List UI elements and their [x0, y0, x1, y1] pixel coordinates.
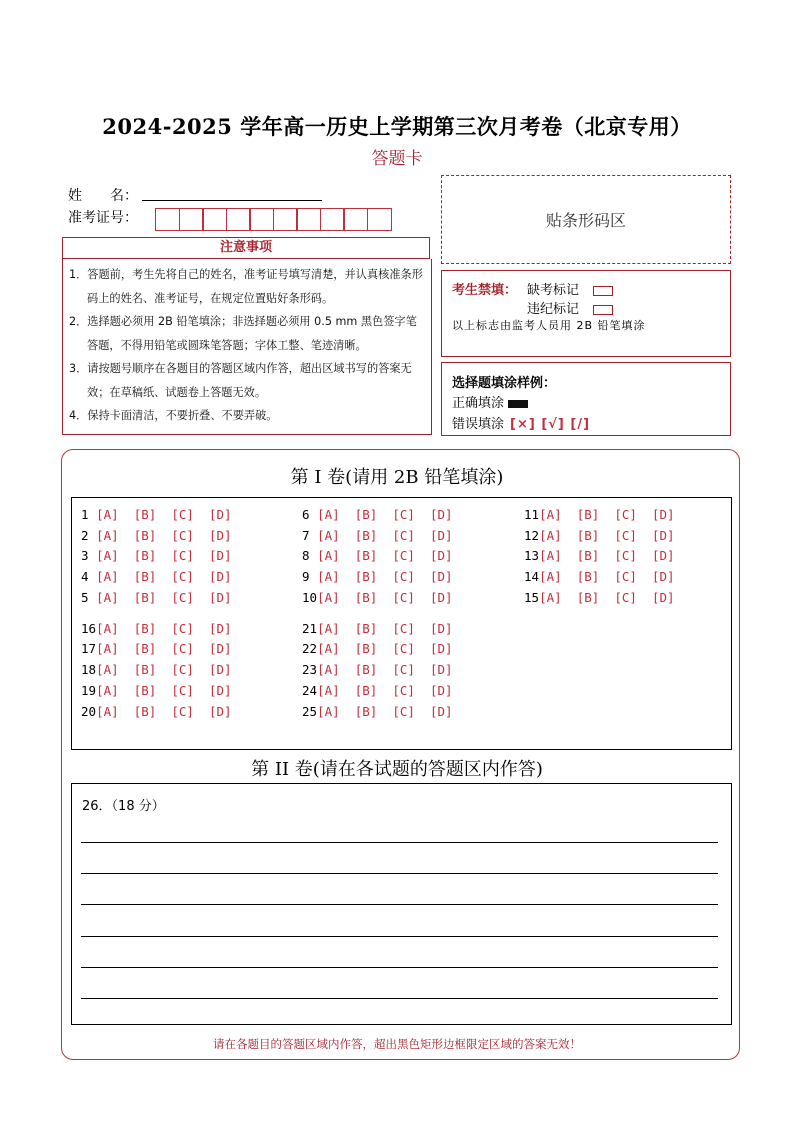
mc-options[interactable]: [A] [B] [C] [D]	[317, 507, 453, 522]
mc-question-row	[81, 569, 232, 584]
mc-question-row	[81, 683, 232, 698]
mc-question-row	[524, 590, 675, 605]
exam-id-digit-box[interactable]	[202, 208, 227, 231]
mc-question-number: 11	[524, 507, 540, 522]
mc-question-number: 25	[302, 704, 318, 719]
mc-question-row	[302, 621, 453, 636]
name-label: 姓 名：	[68, 188, 138, 204]
mc-question-number: 14	[524, 569, 540, 584]
violation-mark-row	[527, 298, 613, 317]
violation-mark-box[interactable]	[593, 305, 613, 315]
mc-question-number: 20	[81, 704, 97, 719]
mc-options[interactable]: [A] [B] [C] [D]	[317, 662, 453, 677]
mc-question-number: 9	[302, 569, 318, 584]
mc-question-row	[302, 548, 453, 563]
wrong-fill-row	[452, 413, 590, 432]
mc-question-row	[302, 641, 453, 656]
mc-options[interactable]: [A] [B] [C] [D]	[539, 548, 675, 563]
mc-options[interactable]: [A] [B] [C] [D]	[539, 590, 675, 605]
mc-question-row	[81, 662, 232, 677]
mc-question-number: 1	[81, 507, 97, 522]
mc-options[interactable]: [A] [B] [C] [D]	[317, 621, 453, 636]
mc-question-number: 5	[81, 590, 97, 605]
mc-question-row	[302, 662, 453, 677]
mc-options[interactable]: [A] [B] [C] [D]	[317, 683, 453, 698]
mc-options[interactable]: [A] [B] [C] [D]	[539, 569, 675, 584]
barcode-area	[441, 175, 731, 264]
mc-question-row	[302, 683, 453, 698]
forbidden-label: 考生禁填：	[452, 283, 518, 298]
mc-question-number: 23	[302, 662, 318, 677]
section-1-title: 第 I 卷(请用 2B 铅笔填涂)	[290, 467, 504, 488]
exam-id-digit-box[interactable]	[367, 208, 392, 231]
answer-line[interactable]	[81, 904, 718, 905]
fill-sample-box	[441, 362, 731, 436]
exam-id-digit-box[interactable]	[320, 208, 345, 231]
mc-options[interactable]: [A] [B] [C] [D]	[317, 590, 453, 605]
answer-line[interactable]	[81, 936, 718, 937]
mc-question-number: 12	[524, 528, 540, 543]
mc-question-number: 13	[524, 548, 540, 563]
mc-options[interactable]: [A] [B] [C] [D]	[317, 548, 453, 563]
barcode-area-label: 贴条形码区	[545, 211, 626, 230]
exam-id-boxes	[155, 208, 390, 231]
answer-card-subtitle: 答题卡	[371, 149, 423, 169]
mc-question-number: 22	[302, 641, 318, 656]
mc-options[interactable]: [A] [B] [C] [D]	[96, 704, 232, 719]
mc-options[interactable]: [A] [B] [C] [D]	[96, 621, 232, 636]
mc-question-number: 8	[302, 548, 318, 563]
multiple-choice-box	[71, 497, 732, 750]
mc-question-row	[81, 590, 232, 605]
notice-body	[62, 259, 432, 435]
mc-options[interactable]: [A] [B] [C] [D]	[317, 641, 453, 656]
mc-question-number: 19	[81, 683, 97, 698]
mc-options[interactable]: [A] [B] [C] [D]	[96, 507, 232, 522]
mc-question-row	[524, 569, 675, 584]
mc-question-number: 10	[302, 590, 318, 605]
absent-mark-label: 缺考标记	[527, 283, 580, 298]
mc-options[interactable]: [A] [B] [C] [D]	[539, 507, 675, 522]
exam-id-digit-box[interactable]	[155, 208, 180, 231]
examiner-only-box	[441, 270, 731, 357]
mc-question-number: 24	[302, 683, 318, 698]
mc-question-number: 21	[302, 621, 318, 636]
mc-question-row	[81, 621, 232, 636]
exam-id-digit-box[interactable]	[179, 208, 204, 231]
mc-question-row	[81, 507, 232, 522]
filled-mark-icon	[508, 400, 528, 408]
mc-question-row	[302, 569, 453, 584]
mc-options[interactable]: [A] [B] [C] [D]	[96, 548, 232, 563]
mc-question-number: 18	[81, 662, 97, 677]
section-2-title: 第 II 卷(请在各试题的答题区内作答)	[251, 759, 543, 780]
exam-title: 2024-2025 学年高一历史上学期第三次月考卷（北京专用）	[102, 114, 692, 139]
answer-line[interactable]	[81, 967, 718, 968]
mc-question-row	[524, 507, 675, 522]
notice-item: 4．保持卡面清洁，不要折叠、不要弄破。	[69, 409, 278, 422]
mc-question-number: 2	[81, 528, 97, 543]
correct-fill-label: 正确填涂	[452, 396, 505, 411]
mc-question-row	[81, 528, 232, 543]
mc-question-row	[81, 548, 232, 563]
absent-mark-box[interactable]	[593, 286, 613, 296]
mc-question-row	[302, 704, 453, 719]
wrong-fill-marks: [×] [√] [/]	[510, 417, 591, 432]
notice-item: 2．选择题必须用 2B 铅笔填涂；非选择题必须用 0.5 mm 黑色签字笔答题，不得用铅笔或圆珠笔答题；字体工整、笔迹清晰。	[69, 315, 417, 352]
mc-options[interactable]: [A] [B] [C] [D]	[96, 683, 232, 698]
wrong-fill-label: 错误填涂	[452, 417, 505, 432]
notice-item: 3．请按题号顺序在各题目的答题区域内作答，超出区域书写的答案无效；在草稿纸、试题卷上答题无效。	[69, 362, 412, 399]
answer-line[interactable]	[81, 998, 718, 999]
mc-options[interactable]: [A] [B] [C] [D]	[317, 528, 453, 543]
mc-options[interactable]: [A] [B] [C] [D]	[96, 641, 232, 656]
exam-id-digit-box[interactable]	[226, 208, 251, 231]
mc-question-row	[81, 704, 232, 719]
absent-mark-row	[527, 279, 613, 298]
mc-question-number: 17	[81, 641, 97, 656]
mc-options[interactable]: [A] [B] [C] [D]	[96, 590, 232, 605]
exam-id-digit-box[interactable]	[273, 208, 298, 231]
violation-mark-label: 违纪标记	[527, 302, 580, 317]
mc-options[interactable]: [A] [B] [C] [D]	[317, 569, 453, 584]
mc-question-row	[302, 507, 453, 522]
mc-question-number: 16	[81, 621, 97, 636]
footer-warning: 请在各题目的答题区域内作答，超出黑色矩形边框限定区域的答案无效！	[213, 1037, 581, 1051]
mc-question-row	[524, 528, 675, 543]
mc-question-number: 4	[81, 569, 97, 584]
mc-options[interactable]: [A] [B] [C] [D]	[539, 528, 675, 543]
answer-line[interactable]	[81, 842, 718, 843]
name-field[interactable]	[142, 200, 322, 201]
mc-question-number: 7	[302, 528, 318, 543]
mc-question-number: 15	[524, 590, 540, 605]
mc-options[interactable]: [A] [B] [C] [D]	[96, 662, 232, 677]
mc-question-row	[524, 548, 675, 563]
correct-fill-row	[452, 392, 528, 411]
notice-heading: 注意事项	[62, 237, 430, 259]
mc-options[interactable]: [A] [B] [C] [D]	[317, 704, 453, 719]
exam-id-digit-box[interactable]	[343, 208, 368, 231]
mc-question-row	[302, 590, 453, 605]
mc-question-number: 6	[302, 507, 318, 522]
answer-line[interactable]	[81, 873, 718, 874]
mc-question-number: 3	[81, 548, 97, 563]
mc-options[interactable]: [A] [B] [C] [D]	[96, 569, 232, 584]
exam-id-label: 准考证号：	[68, 210, 138, 226]
mc-question-row	[302, 528, 453, 543]
notice-item: 1．答题前，考生先将自己的姓名，准考证号填写清楚，并认真核准条形码上的姓名、准考证号，在规定位置贴好条形码。	[69, 268, 423, 305]
mc-question-row	[81, 641, 232, 656]
question-26-label: 26．（18 分）	[82, 799, 165, 814]
exam-id-digit-box[interactable]	[249, 208, 274, 231]
exam-id-digit-box[interactable]	[296, 208, 321, 231]
examiner-note: 以上标志由监考人员用 2B 铅笔填涂	[452, 319, 646, 332]
mc-options[interactable]: [A] [B] [C] [D]	[96, 528, 232, 543]
fill-sample-heading: 选择题填涂样例：	[452, 376, 557, 391]
